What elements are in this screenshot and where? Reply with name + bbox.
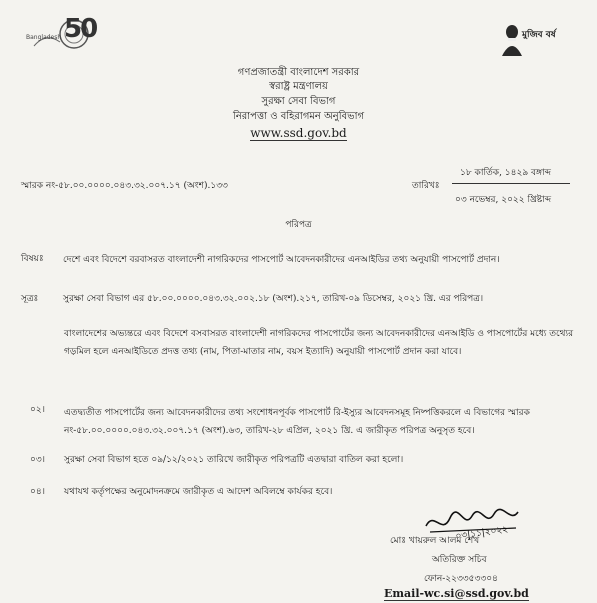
division-name: সুরক্ষা সেবা বিভাগ — [261, 96, 336, 107]
email-link[interactable]: Email-wc.si@ssd.gov.bd — [384, 587, 529, 600]
bangladesh-50-logo — [26, 12, 97, 58]
signatory-phone: ফোন-২২৩৩৫৩৩০৪ — [424, 574, 498, 584]
ministry-name: স্বরাষ্ট্র মন্ত্রণালয় — [269, 81, 328, 92]
subject-text: দেশে এবং বিদেশে বরবাসরত বাংলাদেশী নাগরিকদের পাসপোর্ট আবেদনকারীদের এনআইডির তথ্য অনুযায়ী পাসপোর্ট প্রদান। — [63, 255, 500, 265]
memo-number: স্মারক নং-৫৮.০০.০০০০.০৪৩.৩২.০০৭.১৭ (অংশ).১৩৩ — [21, 181, 228, 191]
paragraph-4-number: ০৪। — [30, 487, 45, 497]
paragraph-3: সুরক্ষা সেবা বিভাগ হতে ০৯/১২/২০২১ তারিখে জারীকৃত পরিপত্রটি এতদ্বারা বাতিল করা হলো। — [64, 455, 404, 465]
reference-label: সূত্রঃ — [21, 294, 39, 304]
signatory-email[interactable] — [384, 588, 529, 600]
signatory-designation: অতিরিক্ত সচিব — [432, 555, 487, 565]
date-divider — [452, 183, 570, 184]
date-bangla: ১৮ কার্তিক, ১৪২৯ বঙ্গাব্দ — [460, 168, 551, 178]
website-text[interactable]: www.ssd.gov.bd — [250, 126, 347, 140]
signatory-name: মোঃ খায়রুল আলম শেখ — [390, 536, 480, 546]
date-gregorian: ০৩ নভেম্বর, ২০২২ খ্রিষ্টাব্দ — [455, 195, 552, 205]
website-link[interactable] — [0, 126, 597, 140]
subject-label: বিষয়ঃ — [21, 254, 44, 264]
paragraph-4: যথাযথ কর্তৃপক্ষের অনুমোদনক্রমে জারীকৃত এ আদেশ অবিলম্বে কার্যকর হবে। — [64, 487, 333, 497]
govt-name: গণপ্রজাতন্ত্রী বাংলাদেশ সরকার — [237, 67, 360, 78]
paragraph-1: বাংলাদেশের অভ্যন্তরে এবং বিদেশে বসবাসরত বাংলাদেশী নাগরিকদের পাসপোর্টের জন্য আবেদনকারীদের এনআইডি ও পাসপোর্টের মধ্যে তথ্যের গড়মিল হলে এনআইডিতে প্রদত্ত তথ্য (নাম, পিতা-মাতার নাম, বয়স ইত্যাদি) অনুযায়ী পাসপোর্ট প্রদান করা যাবে। — [64, 329, 574, 357]
wing-name: নিরাপত্তা ও বহিরাগমন অনুবিভাগ — [232, 111, 365, 122]
mujib-borsho-logo — [498, 18, 558, 64]
logo-number: 50 — [64, 14, 97, 44]
document-title: পরিপত্র — [285, 220, 312, 230]
logo-right-text: মুজিব বর্ষ — [522, 30, 556, 40]
portrait-icon — [498, 18, 558, 64]
paragraph-3-number: ০৩। — [30, 455, 45, 465]
reference-text: সুরক্ষা সেবা বিভাগ এর ৫৮.০০.০০০০.০৪৩.৩২.০০২.১৮ (অংশ).২১৭, তারিখ-০৯ ডিসেম্বর, ২০২১ খ্রি. এর পরিপত্র। — [63, 294, 484, 304]
paragraph-2: এতদ্ব্যতীত পাসপোর্টের জন্য আবেদনকারীদের তথ্য সংশোধনপূর্বক পাসপোর্ট রি-ইস্যুর আবেদনসমূহ নিষ্পত্তিকরলে এ বিভাগের স্মারক নং-৫৮.০০.০০০০.০৪৩.৩২.০০৭.১৭ (অংশ).৬৩, তারিখ-২৮ এপ্রিল, ২০২১ খ্রি. এ জারীকৃত পরিপত্র অনুসৃত হবে। — [64, 408, 530, 436]
signature-date: ০৩|১১|২০২২ — [455, 524, 509, 542]
paragraph-2-number: ০২। — [30, 405, 45, 415]
logo-brand-text: Bangladesh — [26, 34, 62, 41]
date-label: তারিখঃ — [412, 181, 440, 191]
